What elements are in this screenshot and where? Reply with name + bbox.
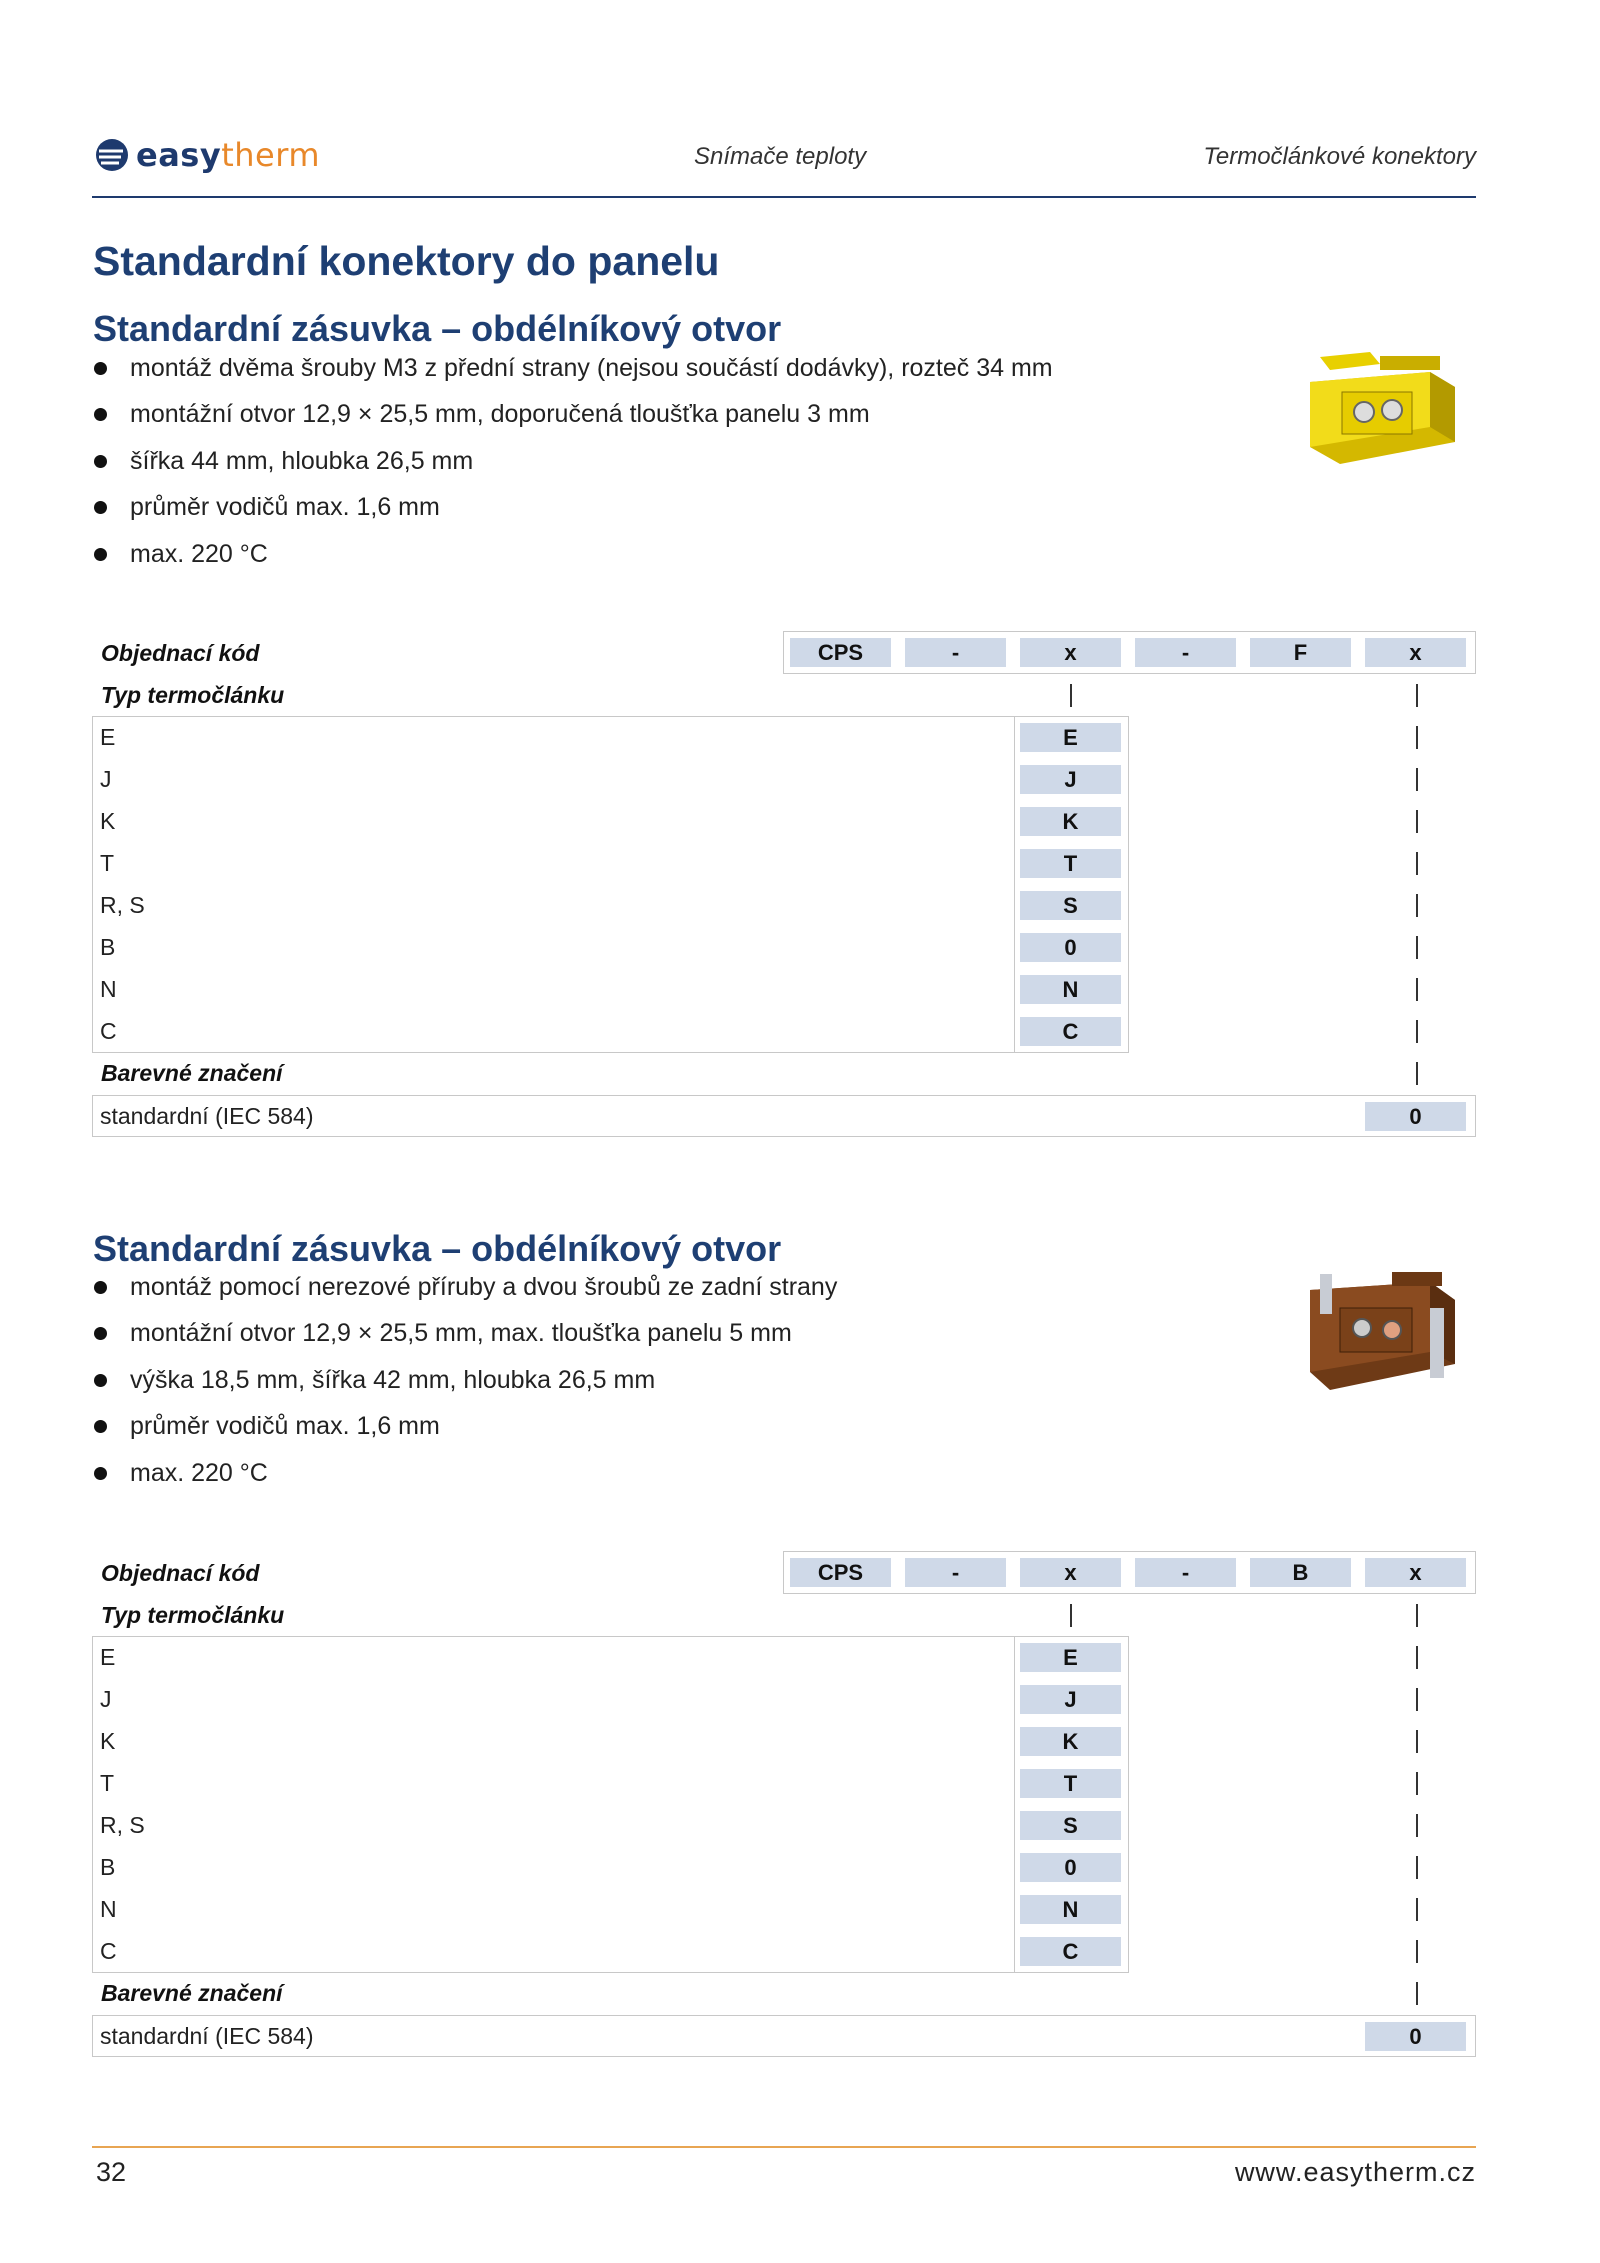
bullet-item: montáž pomocí nerezové příruby a dvou šroubů ze zadní strany <box>94 1264 837 1311</box>
color-label: Barevné značení <box>101 1980 283 2006</box>
code-cell: x <box>1365 1558 1466 1587</box>
type-row: R, S <box>100 1812 145 1838</box>
connector-bar <box>1416 1856 1418 1879</box>
bullet-icon <box>94 1327 107 1340</box>
type-code: T <box>1020 849 1121 878</box>
type-row: E <box>100 1644 116 1670</box>
bullet-icon <box>94 1420 107 1433</box>
bullet-icon <box>94 408 107 421</box>
code-cell: - <box>1135 1558 1236 1587</box>
bullet-item: průměr vodičů max. 1,6 mm <box>94 1404 837 1451</box>
section-2-title: Standardní zásuvka – obdélníkový otvor <box>93 1228 782 1269</box>
code-cell: x <box>1365 638 1466 667</box>
bullet-item: montážní otvor 12,9 × 25,5 mm, doporučená tloušťka panelu 3 mm <box>94 392 1053 439</box>
color-label: Barevné značení <box>101 1060 283 1086</box>
code-cell: F <box>1250 638 1351 667</box>
type-row: B <box>100 934 116 960</box>
type-code: 0 <box>1020 1853 1121 1882</box>
bullet-icon <box>94 1281 107 1294</box>
type-code: C <box>1020 1937 1121 1966</box>
connector-bar <box>1416 1940 1418 1963</box>
code-cell: CPS <box>790 638 891 667</box>
connector-bar <box>1070 1604 1072 1627</box>
header-category: Snímače teploty <box>694 143 867 170</box>
order-code-label: Objednací kód <box>101 640 260 666</box>
easytherm-logo-icon <box>93 138 131 172</box>
connector-bar <box>1416 726 1418 749</box>
bullet-item: výška 18,5 mm, šířka 42 mm, hloubka 26,5 mm <box>94 1357 837 1404</box>
type-code: T <box>1020 1769 1121 1798</box>
bullet-item: max. 220 °C <box>94 1450 837 1497</box>
bullet-icon <box>94 1467 107 1480</box>
bullet-item: max. 220 °C <box>94 531 1053 578</box>
connector-bar <box>1416 1898 1418 1921</box>
type-row: C <box>100 1938 117 1964</box>
type-code: E <box>1020 723 1121 752</box>
connector-bar <box>1416 1688 1418 1711</box>
section-2-bullets <box>94 1264 837 1497</box>
type-row: J <box>100 1686 112 1712</box>
type-table <box>92 716 1129 1053</box>
connector-bar <box>1416 1814 1418 1837</box>
type-code: E <box>1020 1643 1121 1672</box>
type-row: E <box>100 724 116 750</box>
type-row: B <box>100 1854 116 1880</box>
bullet-icon <box>94 455 107 468</box>
type-code: J <box>1020 765 1121 794</box>
connector-bar <box>1070 684 1072 707</box>
bullet-icon <box>94 501 107 514</box>
color-row: standardní (IEC 584) <box>100 1103 314 1129</box>
type-code: J <box>1020 1685 1121 1714</box>
brand-logo <box>93 135 320 175</box>
connector-bar <box>1416 936 1418 959</box>
connector-bar <box>1416 1730 1418 1753</box>
type-row: K <box>100 1728 116 1754</box>
color-row: standardní (IEC 584) <box>100 2023 314 2049</box>
bullet-item: montáž dvěma šrouby M3 z přední strany (nejsou součástí dodávky), rozteč 34 mm <box>94 345 1053 392</box>
connector-bar <box>1416 684 1418 707</box>
bullet-icon <box>94 548 107 561</box>
header-divider <box>92 196 1476 198</box>
page-number: 32 <box>96 2157 127 2187</box>
type-row: T <box>100 1770 115 1796</box>
type-code: S <box>1020 1811 1121 1840</box>
connector-bar <box>1416 1646 1418 1669</box>
order-code-label: Objednací kód <box>101 1560 260 1586</box>
code-cell: - <box>1135 638 1236 667</box>
type-row: R, S <box>100 892 145 918</box>
connector-bar <box>1416 768 1418 791</box>
type-row: N <box>100 976 117 1002</box>
connector-bar <box>1416 1772 1418 1795</box>
website-link[interactable]: www.easytherm.cz <box>1234 2157 1476 2187</box>
type-label: Typ termočlánku <box>101 682 285 708</box>
connector-bar <box>1416 1604 1418 1627</box>
type-code: 0 <box>1020 933 1121 962</box>
type-label: Typ termočlánku <box>101 1602 285 1628</box>
type-code: C <box>1020 1017 1121 1046</box>
code-cell: - <box>905 1558 1006 1587</box>
type-code: N <box>1020 1895 1121 1924</box>
bullet-icon <box>94 362 107 375</box>
connector-bar <box>1416 1020 1418 1043</box>
section-1-title: Standardní zásuvka – obdélníkový otvor <box>93 308 782 349</box>
code-cell: x <box>1020 638 1121 667</box>
code-cell: CPS <box>790 1558 891 1587</box>
footer-divider <box>92 2146 1476 2148</box>
type-code: K <box>1020 1727 1121 1756</box>
bullet-icon <box>94 1374 107 1387</box>
color-code: 0 <box>1365 1102 1466 1131</box>
bullet-item: šířka 44 mm, hloubka 26,5 mm <box>94 438 1053 485</box>
type-row: J <box>100 766 112 792</box>
type-row: C <box>100 1018 117 1044</box>
connector-bar <box>1416 894 1418 917</box>
connector-bar <box>1416 978 1418 1001</box>
connector-bar <box>1416 1982 1418 2005</box>
color-code: 0 <box>1365 2022 1466 2051</box>
brown-connector-image <box>1280 1272 1480 1402</box>
code-cell: B <box>1250 1558 1351 1587</box>
type-code: N <box>1020 975 1121 1004</box>
type-row: N <box>100 1896 117 1922</box>
type-row: K <box>100 808 116 834</box>
bullet-item: montážní otvor 12,9 × 25,5 mm, max. tloušťka panelu 5 mm <box>94 1311 837 1358</box>
connector-bar <box>1416 852 1418 875</box>
type-table <box>92 1636 1129 1973</box>
connector-bar <box>1416 810 1418 833</box>
yellow-connector-image <box>1280 352 1480 482</box>
code-cell: x <box>1020 1558 1121 1587</box>
header-section: Termočlánkové konektory <box>1203 143 1476 170</box>
connector-bar <box>1416 1062 1418 1085</box>
section-1-bullets <box>94 345 1053 578</box>
type-row: T <box>100 850 115 876</box>
code-cell: - <box>905 638 1006 667</box>
page-title: Standardní konektory do panelu <box>93 238 720 284</box>
brand-name: easytherm <box>136 136 320 174</box>
bullet-item: průměr vodičů max. 1,6 mm <box>94 485 1053 532</box>
type-code: K <box>1020 807 1121 836</box>
type-code: S <box>1020 891 1121 920</box>
